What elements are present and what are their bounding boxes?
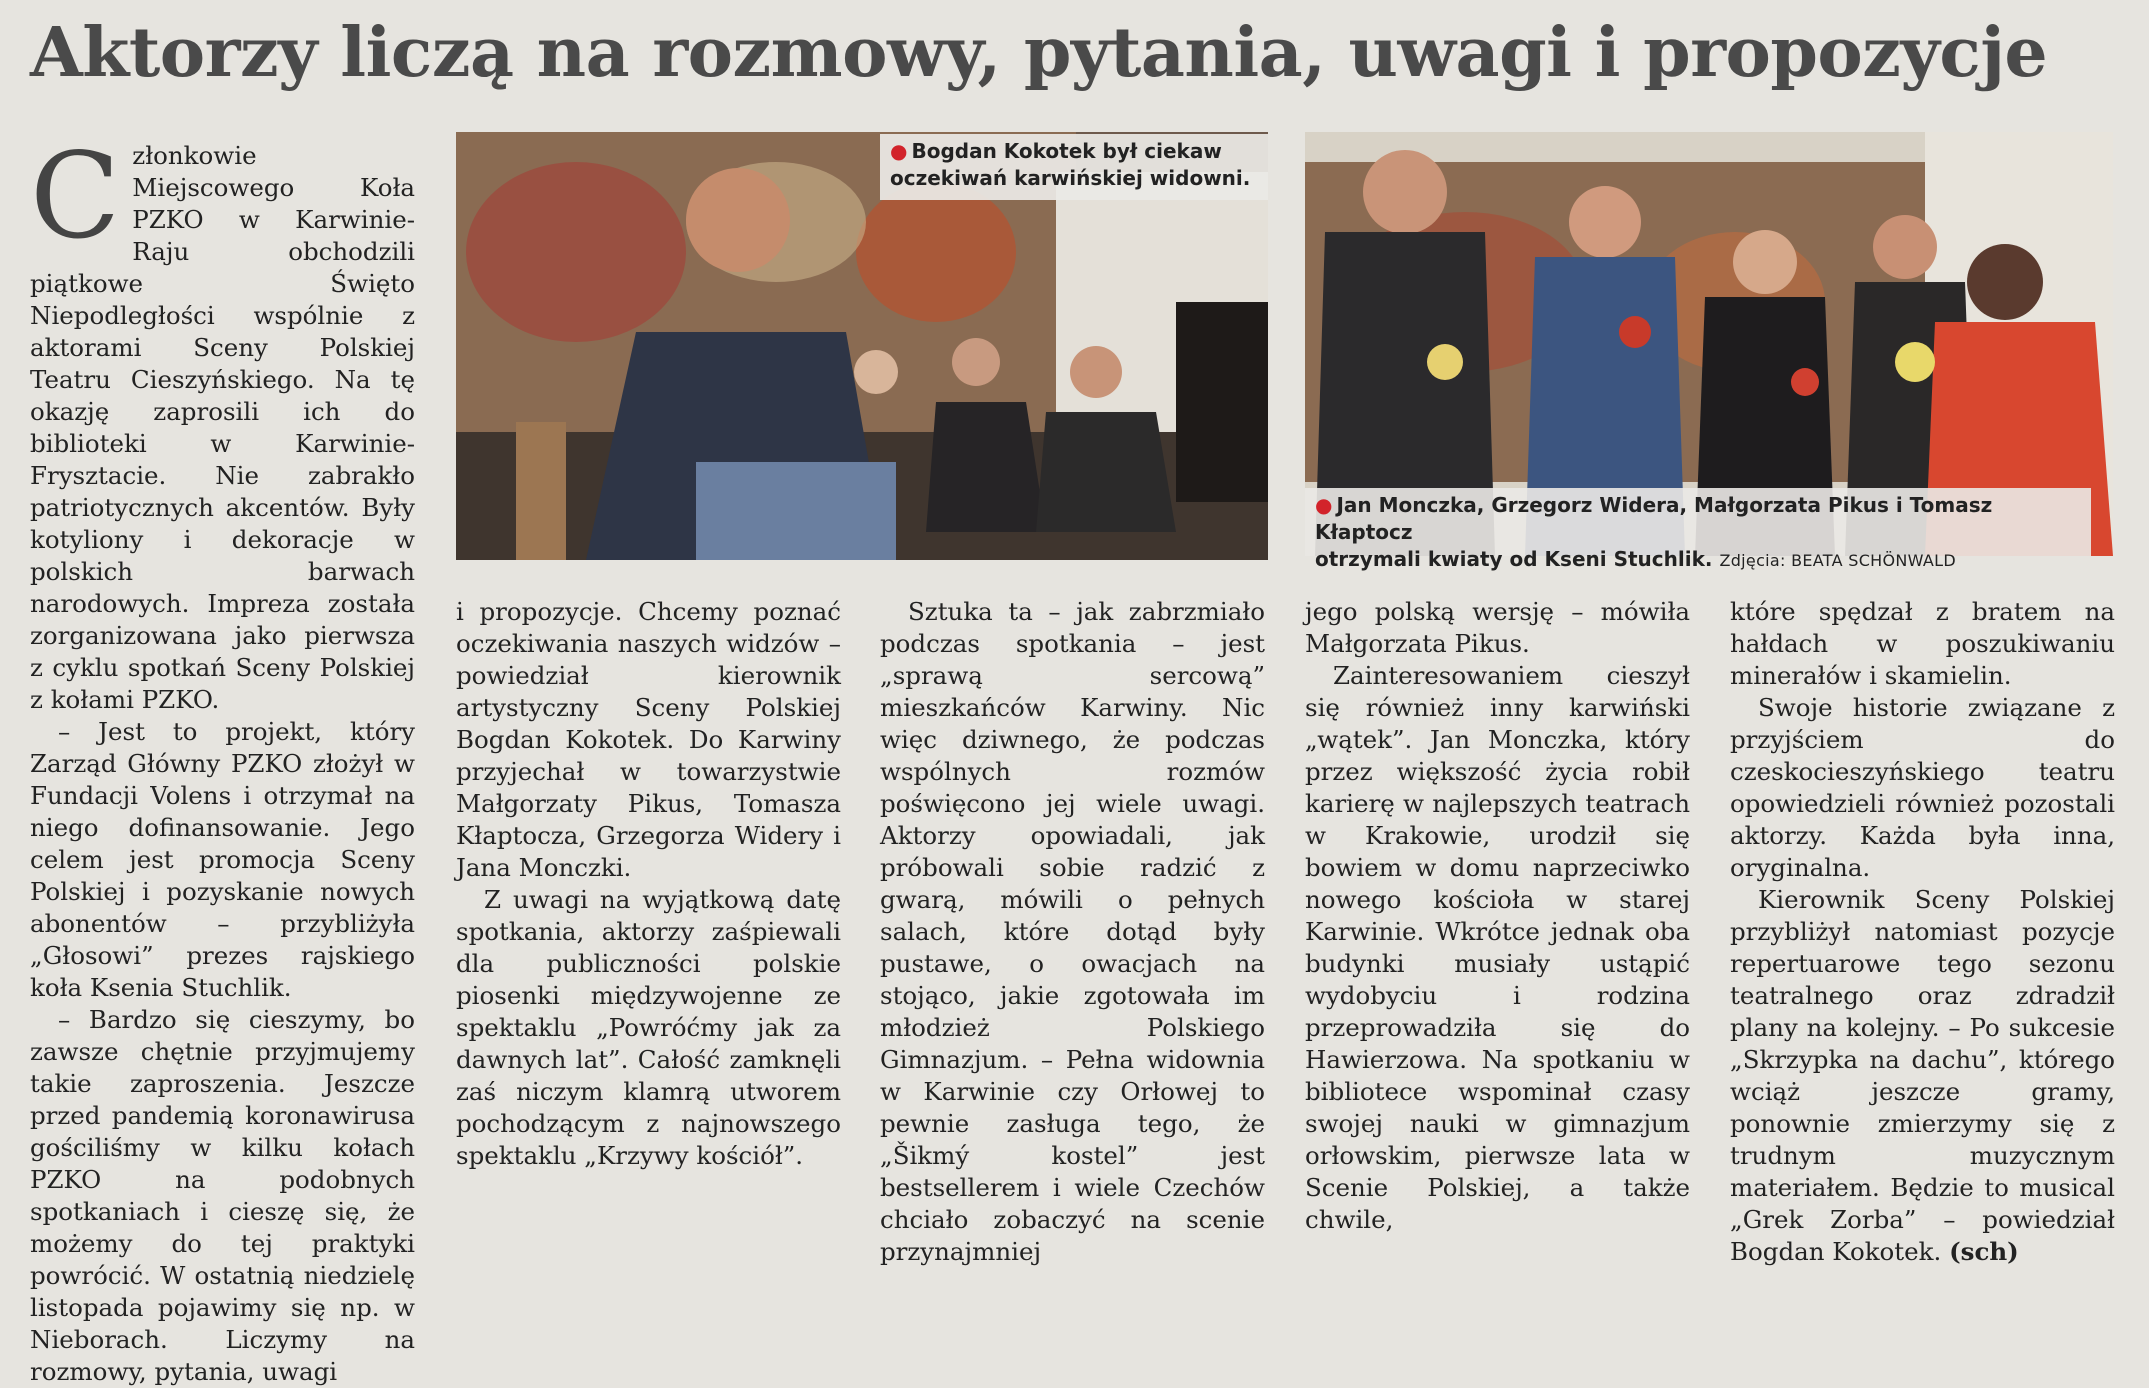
author-signature: (sch) [1949,1237,2019,1266]
caption-line: oczekiwań karwińskiej widowni. [890,166,1251,190]
paragraph: – Bardzo się cieszymy, bo zawsze chętnie przyjmujemy takie zaproszenia. Jeszcze przed pandemią koronawirusa gościliśmy w kilku kołach PZKO na podobnych spotkaniach i cieszę się, że możemy do tej praktyki powrócić. W ostatnią niedzielę listopada pojawimy się np. w Nieborach. Liczymy na rozmowy, pytania, uwagi [30,1005,415,1386]
article-column-5 [1730,596,2115,1268]
paragraph: – Jest to projekt, który Zarząd Główny PZKO złożył w Fundacji Volens i otrzymał na niego dofinansowanie. Jego celem jest promocja Sceny Polskiej i pozyskanie nowych abonentów – przybliżyła „Głosowi” prezes rajskiego koła Ksenia Stuchlik. [30,717,415,1002]
paragraph: Z uwagi na wyjątkową datę spotkania, aktorzy zaśpiewali dla publiczności polskie piosenki międzywojenne ze spektaklu „Powróćmy jak za dawnych lat”. Całość zamknęli zaś niczym klamrą utworem pochodzącym z najnowszego spektaklu „Krzywy kościół”. [456,885,841,1170]
paragraph: Kierownik Sceny Polskiej przybliżył natomiast pozycje repertuarowe tego sezonu teatralnego oraz zdradził plany na kolejny. – Po sukcesie „Skrzypka na dachu”, którego wciąż jeszcze gramy, ponownie zmierzymy się z trudnym muzycznym materiałem. Będzie to musical „Grek Zorba” – powiedział Bogdan Kokotek. [1730,885,2115,1266]
paragraph: złonkowie Miejscowego Koła PZKO w Karwinie-Raju obchodzili piątkowe Święto Niepodległości wspólnie z aktorami Sceny Polskiej Teatru Cieszyńskiego. Na tę okazję zaprosili ich do biblioteki w Karwinie-Frysztacie. Nie zabrakło patriotycznych akcentów. Były kotyliony i dekoracje w polskich barwach narodowych. Impreza została zorganizowana jako pierwsza z cyklu spotkań Sceny Polskiej z kołami PZKO. [30,141,415,714]
photo-credit: Zdjęcia: BEATA SCHÖNWALD [1719,551,1956,570]
caption-line: Jan Monczka, Grzegorz Widera, Małgorzata Pikus i Tomasz Kłaptocz [1315,493,1993,544]
article-column-1 [30,127,415,1388]
paragraph: i propozycje. Chcemy poznać oczekiwania naszych widzów – powiedział kierownik artystyczny Sceny Polskiej Bogdan Kokotek. Do Karwiny przyjechał w towarzystwie Małgorzaty Pikus, Tomasza Kłaptocza, Grzegorza Widery i Jana Monczki. [456,597,841,882]
bullet-icon: ● [890,139,908,163]
photo-caption-2 [1305,488,2091,571]
caption-line: Bogdan Kokotek był ciekaw [911,139,1222,163]
paragraph: które spędzał z bratem na hałdach w poszukiwaniu minerałów i skamielin. [1730,597,2115,690]
paragraph: Zainteresowaniem cieszył się również inny karwiński „wątek”. Jan Monczka, który przez większość życia robił karierę w najlepszych teatrach w Krakowie, urodził się bowiem w domu naprzeciwko nowego kościoła w starej Karwinie. Wkrótce jednak oba budynki musiały ustąpić wydobyciu i rodzina przeprowadziła się do Hawierzowa. Na spotkaniu w bibliotece wspominał czasy swojej nauki w gimnazjum orłowskim, pierwsze lata w Scenie Polskiej, a także chwile, [1305,661,1690,1234]
article-column-4 [1305,596,1690,1236]
caption-line: otrzymali kwiaty od Kseni Stuchlik. [1315,547,1713,571]
paragraph: Sztuka ta – jak zabrzmiało podczas spotkania – jest „sprawą sercową” mieszkańców Karwiny. Nic więc dziwnego, że podczas wspólnych rozmów poświęcono jej wiele uwagi. Aktorzy opowiadali, jak próbowali sobie radzić z gwarą, mówili o pełnych salach, które dotąd były pustawe, o owacjach na stojąco, jakie zgotowała im młodzież Polskiego Gimnazjum. – Pełna widownia w Karwinie czy Orłowej to pewnie zasługa tego, że „Šikmý kostel” jest bestsellerem i wiele Czechów chciało zobaczyć na scenie przynajmniej [880,597,1265,1266]
paragraph: Swoje historie związane z przyjściem do czeskocieszyńskiego teatru opowiedzieli również pozostali aktorzy. Każda była inna, oryginalna. [1730,693,2115,882]
article-column-2 [456,596,841,1172]
photo-caption-1 [880,134,1268,200]
paragraph: jego polską wersję – mówiła Małgorzata Pikus. [1305,597,1690,658]
headline: Aktorzy liczą na rozmowy, pytania, uwagi i propozycje [30,13,2048,93]
drop-cap: C [30,127,121,265]
bullet-icon: ● [1315,493,1333,517]
article-column-3 [880,596,1265,1268]
